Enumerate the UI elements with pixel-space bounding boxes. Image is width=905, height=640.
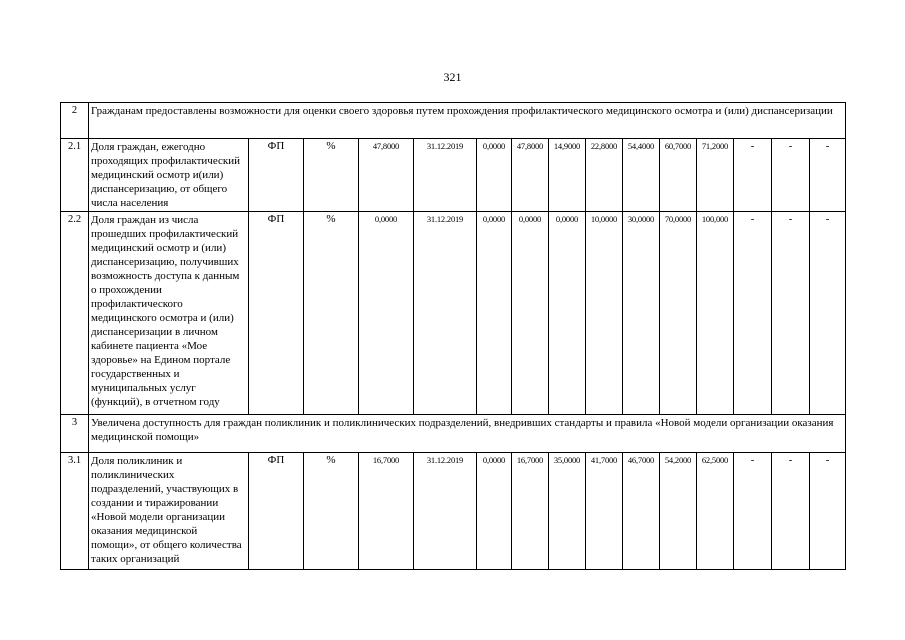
row-number: 2.1 [61, 139, 89, 212]
indicators-table [60, 102, 846, 570]
value-cell: 16,7000 [512, 453, 549, 570]
unit-cell: % [304, 212, 359, 415]
section-number: 3 [61, 415, 89, 453]
base-value-cell: 47,8000 [359, 139, 414, 212]
level-cell: ФП [249, 453, 304, 570]
value-cell: 0,0000 [477, 139, 512, 212]
table-row [61, 212, 846, 415]
indicator-name: Доля граждан, ежегодно проходящих профилактический медицинский осмотр и(или) диспансеризацию, от общего числа населения [89, 139, 249, 212]
value-cell: 35,0000 [549, 453, 586, 570]
value-cell: 22,8000 [586, 139, 623, 212]
value-cell: 0,0000 [477, 212, 512, 415]
base-date-cell: 31.12.2019 [414, 212, 477, 415]
value-cell: 62,5000 [697, 453, 734, 570]
page-number: 321 [443, 70, 462, 84]
dash-cell: - [772, 453, 810, 570]
dash-cell: - [734, 139, 772, 212]
value-cell: 60,7000 [660, 139, 697, 212]
value-cell: 47,8000 [512, 139, 549, 212]
value-cell: 10,0000 [586, 212, 623, 415]
value-cell: 30,0000 [623, 212, 660, 415]
dash-cell: - [734, 453, 772, 570]
table-row [61, 139, 846, 212]
section-title: Гражданам предоставлены возможности для оценки своего здоровья путем прохождения профилактического медицинского осмотра и (или) диспансеризации [89, 103, 846, 139]
base-date-cell: 31.12.2019 [414, 453, 477, 570]
value-cell: 46,7000 [623, 453, 660, 570]
value-cell: 0,0000 [512, 212, 549, 415]
dash-cell: - [734, 212, 772, 415]
dash-cell: - [772, 139, 810, 212]
value-cell: 100,000 [697, 212, 734, 415]
section-row [61, 103, 846, 139]
value-cell: 71,2000 [697, 139, 734, 212]
base-value-cell: 0,0000 [359, 212, 414, 415]
dash-cell: - [810, 453, 846, 570]
section-row [61, 415, 846, 453]
row-number: 3.1 [61, 453, 89, 570]
dash-cell: - [772, 212, 810, 415]
indicator-name: Доля поликлиник и поликлинических подразделений, участвующих в создании и тиражировании «Новой модели организации оказания медицинской помощи», от общего количества таких организаций [89, 453, 249, 570]
base-date-cell: 31.12.2019 [414, 139, 477, 212]
dash-cell: - [810, 212, 846, 415]
level-cell: ФП [249, 139, 304, 212]
value-cell: 0,0000 [549, 212, 586, 415]
table-row [61, 453, 846, 570]
value-cell: 54,4000 [623, 139, 660, 212]
value-cell: 41,7000 [586, 453, 623, 570]
value-cell: 0,0000 [477, 453, 512, 570]
dash-cell: - [810, 139, 846, 212]
value-cell: 54,2000 [660, 453, 697, 570]
level-cell: ФП [249, 212, 304, 415]
unit-cell: % [304, 453, 359, 570]
indicator-name: Доля граждан из числа прошедших профилактический медицинский осмотр и (или) диспансеризацию, получивших возможность доступа к данным о прохождении профилактического медицинского осмотра и (или) диспансеризации в личном кабинете пациента «Мое здоровье» на Едином портале государственных и муниципальных услуг (функций), в отчетном году [89, 212, 249, 415]
value-cell: 14,9000 [549, 139, 586, 212]
base-value-cell: 16,7000 [359, 453, 414, 570]
unit-cell: % [304, 139, 359, 212]
section-number: 2 [61, 103, 89, 139]
row-number: 2.2 [61, 212, 89, 415]
value-cell: 70,0000 [660, 212, 697, 415]
section-title: Увеличена доступность для граждан поликлиник и поликлинических подразделений, внедривших стандарты и правила «Новой модели организации оказания медицинской помощи» [89, 415, 846, 453]
